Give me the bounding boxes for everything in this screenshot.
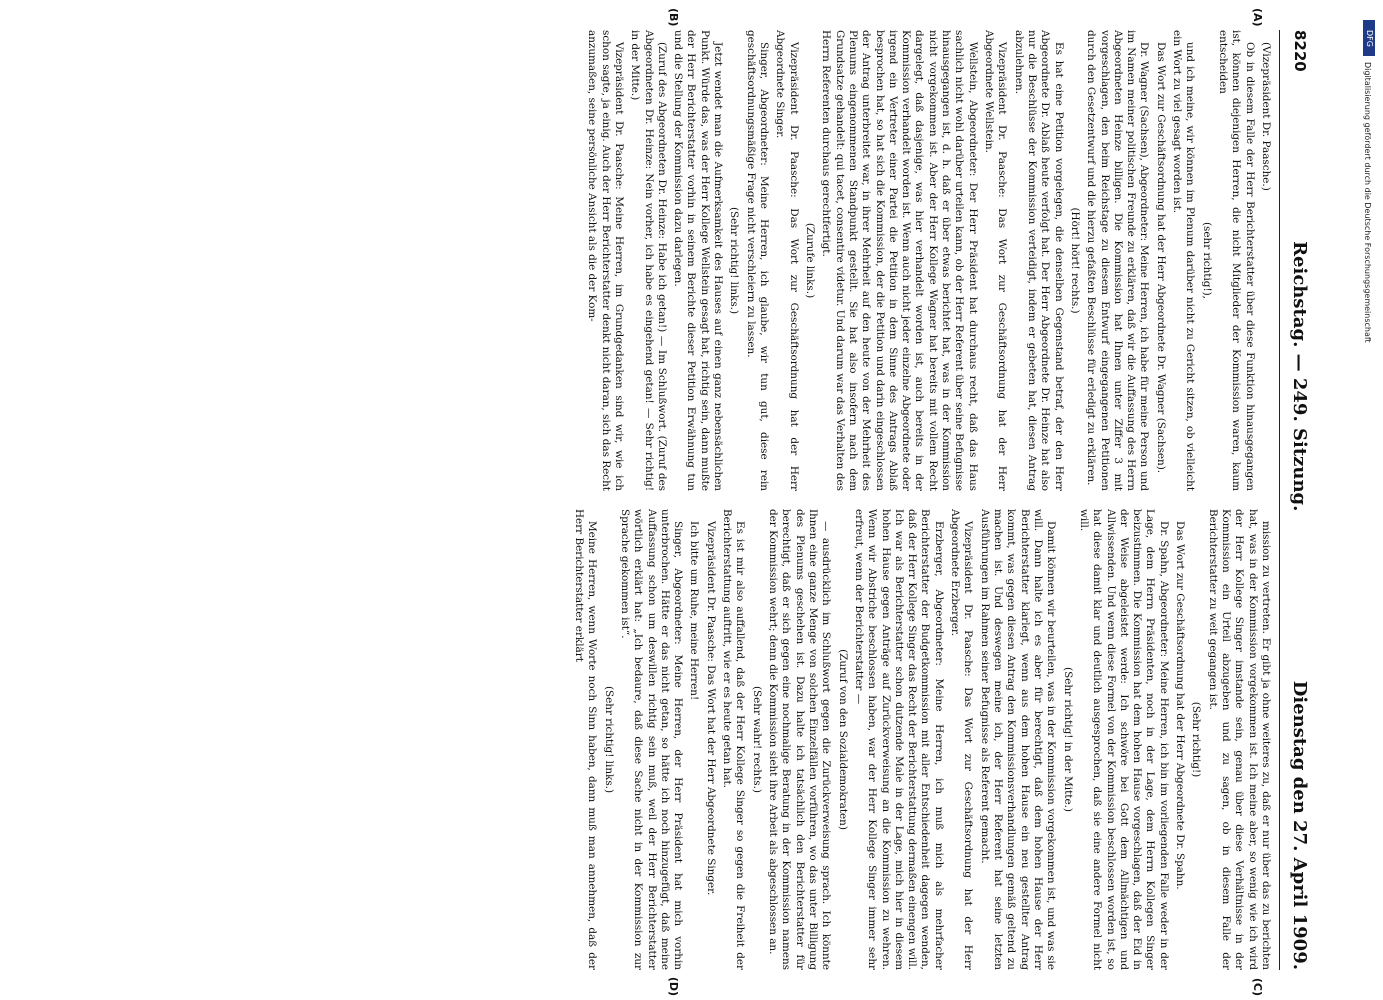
paragraph: mission zu vertreten. Er gibt ja ohne weiteres zu, daß er nur über das zu berichten hat, was in der Kommission vorgekommen ist. Ich meine aber, so wenig wie ich wird der Herr Kollege Singer imstande sein, genau über diese Verhältnisse in der Kommission ein Urteil abzugeben und zu sagen, ob in diesem Falle der Berichterstatter zu weit gegangen ist. <box>1206 509 1272 970</box>
interjection: (Hört! hört! rechts.) <box>1068 207 1081 314</box>
newspaper-page <box>100 8 1320 996</box>
dfg-logo: DFG <box>1363 20 1375 56</box>
interjection: (sehr richtig!), <box>1200 222 1213 299</box>
right-column <box>100 509 1272 970</box>
paragraph: und ich meine, wir können im Plenum darüber nicht zu Gericht sitzen, ob vielleicht ein Wort zu viel gesagt worden ist. <box>1171 30 1197 491</box>
digitization-credit: Digitalisierung gefördert durch die Deutsche Forschungsgemeinschaft <box>1363 62 1372 343</box>
page-header <box>1279 30 1320 970</box>
interjection: (Sehr richtig! in der Mitte.) <box>1061 667 1074 812</box>
paragraph: Dr. Wagner (Sachsen), Abgeordneter: Meine Herren, ich habe für meine Person und im Namen meiner politischen Freunde zu erklären, daß wir die Auffassung des Herrn Abgeordneten Heinze billigen. Die Kommission hat Ihnen unter Ziffer 3 mit vorgeschlagen, den beim Reichstage zu diesem Entwurf eingegangenen Petitionen durch den Gesetzentwurf und die hierzu gefaßten Beschlüsse für erledigt zu erklären. <box>1085 30 1151 491</box>
paragraph: Ob in diesem Falle der Herr Berichterstatter über diese Funktion hinausgegangen ist, können diejenigen Herren, die nicht Mitglieder der Kommission waren, kaum entscheiden <box>1217 30 1256 491</box>
paragraph: Vizepräsident Dr. Paasche: Das Wort zur Geschäftsordnung hat der Herr Abgeordnete Erzberger. <box>949 509 975 970</box>
margin-marker-b: (B) <box>667 8 680 27</box>
margin-marker-c: (C) <box>1251 977 1264 996</box>
paragraph: — ausdrücklich im Schlußwort gegen die Zurückverweisung sprach. Ich könnte Ihnen eine ganze Menge von solchen Einzelfällen vorführen, wo das unter Billigung des Plenums geschehen ist. Dazu halte ich tatsächlich den Berichterstatter für berechtigt, daß er sich gegen eine nochmalige Beratung in der Kommission namens der Kommission wehrt; denn die Kommission sieht ihre Arbeit als abgeschlossen an. <box>767 509 833 970</box>
paragraph: Erzberger, Abgeordneter: Meine Herren, ich muß mich als mehrfacher Berichterstatter der Budgetkommission mit aller Entschiedenheit dagegen wenden, daß der Herr Kollege Singer das Recht der Berichterstattung dermaßen einengen will. Ich war als Berichterstatter schon dutzende Male in der Lage, mich hier in diesem hohen Hause gegen Anträge auf Zurückverweisung an die Kommission zu wehren. Wenn wir Abstriche beschlossen haben, war der Herr Kollege Singer immer sehr erfreut, wenn der Berichterstatter — <box>852 509 945 970</box>
paragraph: Meine Herren, wenn Worte noch Sinn haben, dann muß man annehmen, daß der Herr Berichterstatter erklärt <box>573 509 599 970</box>
left-column <box>100 30 1272 491</box>
page-number: 8220 <box>1291 30 1309 72</box>
interjection: (Zurufe links.) <box>804 222 816 299</box>
session-title: Reichstag. — 249. Sitzung. <box>1289 241 1311 512</box>
digitization-sidebar <box>1363 20 1377 620</box>
paragraph: Das Wort zur Geschäftsordnung hat der Herr Abgeordnete Dr. Wagner (Sachsen). <box>1154 42 1167 474</box>
paragraph: Es ist mir also auffallend, daß der Herr Kollege Singer so gegen die Freiheit der Berichterstattung auftritt, wie er es heute getan hat. <box>721 509 747 970</box>
paragraph: Jetzt wendet man die Aufmerksamkeit des Hauses auf einen ganz nebensächlichen Punkt. Würde das, was der Herr Kollege Wellstein gesagt hat, richtig sein, dann mußte der Herr Berichterstatter vorhin in seinem Berichte dieser Petition Erwähnung tun und die Stellung der Kommission dazu darlegen. <box>672 30 725 491</box>
interjection: (Sehr richtig! links.) <box>602 685 615 794</box>
paragraph: Singer, Abgeordneter: Meine Herren, ich glaube, wir tun gut, diese rein geschäftsordnungsmäßige Frage nicht verschleiern zu lassen. <box>744 30 771 491</box>
text-columns <box>100 30 1272 970</box>
session-date: Dienstag den 27. April 1909. <box>1289 680 1311 970</box>
margin-marker-d: (D) <box>667 976 680 996</box>
paragraph: Dr. Spahn, Abgeordneter: Meine Herren, ich bin im vorliegenden Falle weder in der Lage, dem Herrn Präsidenten, noch in der Lage, dem Herrn Kollegen Singer beizustimmen. Die Kommission hat dem hohen Hause vorgeschlagen, daß der Eid in der Weise abgeleistet werde: Ich schwöre bei Gott dem Allmächtigen und Allwissenden. Und wenn diese Formel von der Kommission beschlossen worden ist, so hat diese damit klar und deutlich ausgesprochen, daß sie eine andere Formel nicht will. <box>1077 509 1170 970</box>
paragraph: Singer, Abgeordneter: Meine Herren, der Herr Präsident hat mich vorhin unterbrochen. Hätte er das nicht getan, so hätte ich noch hinzugefügt, daß meine Auffassung schon um deswillen richtig sein muß, weil der Herr Berichterstatter wörtlich erklärt hat: „Ich bedaure, daß diese Sache nicht in der Kommission zur Sprache gekommen ist“. <box>618 509 685 970</box>
margin-marker-a: (A) <box>1251 8 1264 27</box>
paragraph: Ich bitte um Ruhe, meine Herren! <box>688 521 701 701</box>
paragraph: Vizepräsident Dr. Paasche: Das Wort zur Geschäftsordnung hat der Herr Abgeordnete Singer. <box>774 30 800 491</box>
paragraph: (Zuruf des Abgeordneten Dr. Heinze: Habe ich getan!) — Im Schlußwort. (Zuruf des Abgeordneten Dr. Heinze: Nein vorher, ich habe es eingehend getan! — Sehr richtig! in der Mitte.) <box>629 30 668 491</box>
paragraph: Vizepräsident Dr. Paasche: Meine Herren, im Grundgedanken sind wir, wie ich schon sagte, ja einig. Auch der Herr Berichterstatter denkt nicht daran, sich das Recht anzumaßen, seine persönliche Ansicht als die der Kom- <box>586 30 625 491</box>
paragraph: Das Wort zur Geschäftsordnung hat der Herr Abgeordnete Dr. Spahn. <box>1174 521 1187 890</box>
interjection: (Zuruf von den Sozialdemokraten) <box>836 649 849 830</box>
paragraph: Vizepräsident Dr. Paasche: Das Wort zur Geschäftsordnung hat der Herr Abgeordnete Wellstein. <box>983 30 1009 491</box>
paragraph: Vizepräsident Dr. Paasche: Das Wort hat der Herr Abgeordnete Singer. <box>704 521 717 896</box>
paragraph: Damit können wir beurteilen, was in der Kommission vorgekommen ist, und was sie will. Dann halte ich es aber für berechtigt, daß dem hohen Hause der Herr Berichterstatter klarlegt, wenn aus dem hohen Hause ein neu gestellter Antrag kommt, was gegen diesen Antrag den Kommissionsverhandlungen gemäß geltend zu machen ist. Und deswegen meine ich, der Herr Referent hat seine letzten Ausführungen im Rahmen seiner Befugnisse als Referent gemacht. <box>978 509 1058 970</box>
interjection: (Sehr wahr! rechts.) <box>750 685 763 793</box>
interjection: (Sehr richtig!) <box>1190 701 1203 778</box>
paragraph: Wellstein, Abgeordneter: Der Herr Präsident hat durchaus recht, daß das Haus sachlich nicht wohl darüber urteilen kann, ob der Herr Referent über seine Befugnisse hinausgegangen ist, d. h. daß er über etwas berichtet hat, was in der Kommission nicht vorgekommen ist. Aber der Herr Kollege Wagner hat bereits mit vollem Recht dargelegt, daß dasjenige, was hier verhandelt worden ist, auch bereits in der Kommission verhandelt worden ist. Wenn auch nicht jeder einzelne Abgeordnete oder irgend ein Vertreter einer Partei die Petition in dem Sinne des Antrags Ablaß besprochen hat, so hat sich die Kommission, der die Petition und darin eingeschlossen der Antrag unterbreitet war, in ihrer Mehrheit auf den heute von der Mehrheit des Plenums eingenommenen Standpunkt gestellt. Sie hat also insofern nach dem Grundsatze gehandelt: qui tacet, consentire videtur. Und darum war das Verhalten des Herrn Referenten durchaus gerechtfertigt. <box>820 30 979 491</box>
interjection: (Sehr richtig! links.) <box>728 206 741 315</box>
paragraph: Es hat eine Petition vorgelegen, die denselben Gegenstand betraf, der den Herr Abgeordnete Dr. Ablaß heute verfolgt hat. Der Herr Abgeordnete Dr. Heinze hat also nur die Beschlüsse der Kommission verteidigt, indem er gebeten hat, diesen Antrag abzulehnen. <box>1012 30 1065 491</box>
paragraph: (Vizepräsident Dr. Paasche.) <box>1260 42 1272 191</box>
